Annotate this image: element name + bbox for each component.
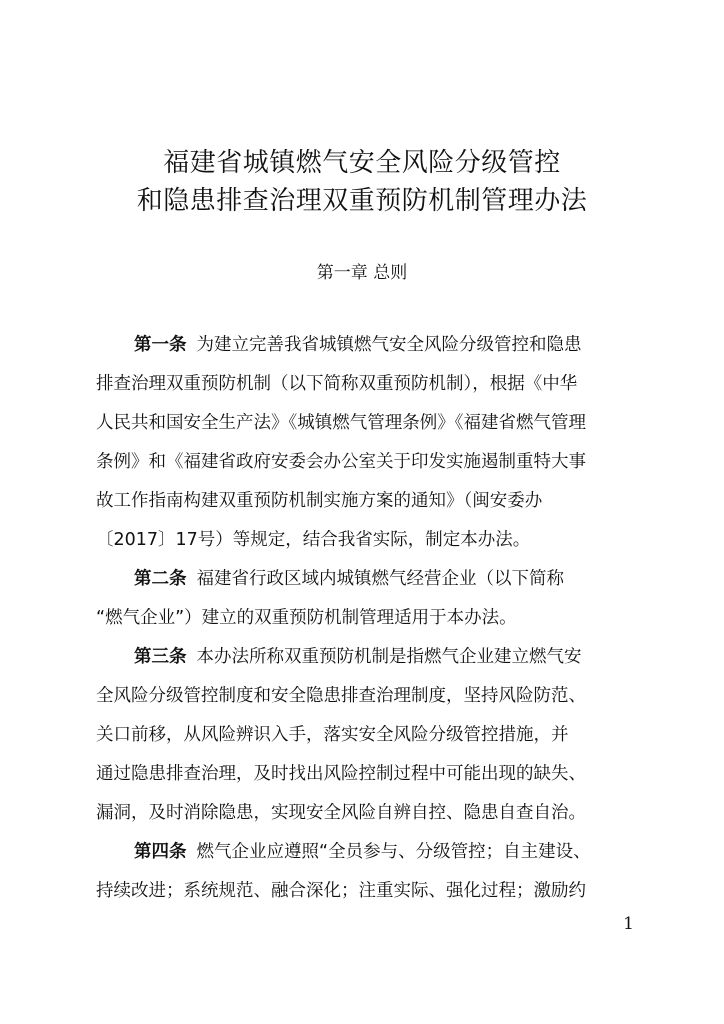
- article-1-line: 〔2017〕17号）等规定，结合我省实际，制定本办法。: [96, 530, 531, 550]
- article-1-first-line: [134, 330, 636, 360]
- page-number: 1: [623, 914, 634, 934]
- article-2-line: “燃气企业”）建立的双重预防机制管理适用于本办法。: [96, 608, 517, 628]
- article-4-line: 持续改进；系统规范、融合深化；注重实际、强化过程；激励约: [96, 881, 586, 901]
- article-3-line: 全风险分级管控制度和安全隐患排查治理制度，坚持风险防范、: [96, 686, 586, 706]
- article-3-line: 关口前移，从风险辨识入手，落实安全风险分级管控措施，并: [96, 725, 569, 745]
- article-1-line: 人民共和国安全生产法》《城镇燃气管理条例》《福建省燃气管理: [96, 413, 586, 433]
- article-1-line: 条例》和《福建省政府安委会办公室关于印发实施遏制重特大事: [96, 452, 586, 472]
- article-1-line: 排查治理双重预防机制（以下简称双重预防机制），根据《中华: [96, 374, 578, 394]
- article-2-heading: 第二条: [134, 569, 187, 589]
- document-title-line-2: 和隐患排查治理双重预防机制管理办法: [136, 186, 588, 216]
- document-title-line-1: 福建省城镇燃气安全风险分级管控: [163, 148, 561, 178]
- article-4-text: 燃气企业应遵照“全员参与、分级管控；自主建设、: [196, 842, 591, 862]
- article-4-heading: 第四条: [134, 842, 187, 862]
- article-3-heading: 第三条: [134, 647, 187, 667]
- article-3-line: 通过隐患排查治理，及时找出风险控制过程中可能出现的缺失、: [96, 764, 586, 784]
- article-1-line: 故工作指南构建双重预防机制实施方案的通知》（闽安委办: [96, 491, 543, 511]
- article-1-heading: 第一条: [134, 335, 187, 355]
- article-3-line: 漏洞，及时消除隐患，实现安全风险自辨自控、隐患自查自治。: [96, 803, 586, 823]
- article-3-text: 本办法所称双重预防机制是指燃气企业建立燃气安: [196, 647, 582, 667]
- article-1-text: 为建立完善我省城镇燃气安全风险分级管控和隐患: [196, 335, 582, 355]
- article-3-first-line: [134, 642, 636, 672]
- article-2-text: 福建省行政区域内城镇燃气经营企业（以下简称: [196, 569, 564, 589]
- article-4-first-line: [134, 837, 636, 867]
- chapter-heading: 第一章 总则: [316, 263, 408, 283]
- article-2-first-line: [134, 564, 636, 594]
